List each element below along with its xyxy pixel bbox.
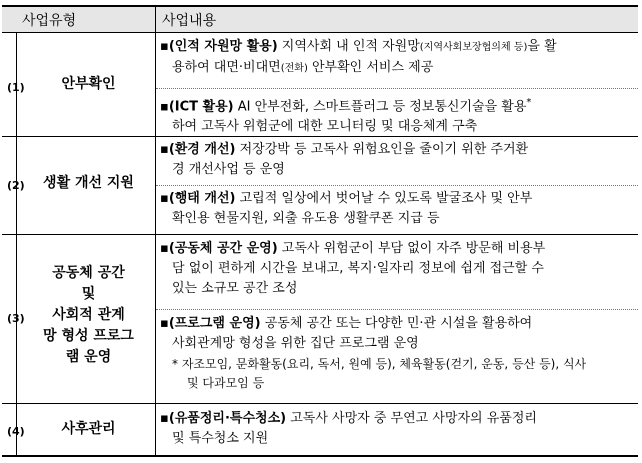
row3-item1 bbox=[160, 239, 630, 299]
row1-item2-l2a: 하여 고독사 위험군에 대한 모니터링 및 대응체계 구축 bbox=[172, 119, 478, 135]
row1-number: (1) bbox=[7, 81, 25, 94]
row3-item2 bbox=[160, 314, 630, 354]
row1-item1-key: (인적 자원망 활용) bbox=[168, 39, 278, 54]
row3-note-line1: * 자조모임, 문화활동(요리, 독서, 원예 등), 체육활동(걷기, 운동, 등산 등), 식사 bbox=[172, 357, 587, 371]
content-column-divider bbox=[155, 7, 156, 455]
row1-item1-l1b: 을 활 bbox=[527, 39, 557, 54]
row3-note-line2: 및 다과모임 등 bbox=[187, 376, 265, 390]
row2-item1-key: (환경 개선) bbox=[168, 142, 236, 157]
row3-item1-l2a: 담 없이 편하게 시간을 보내고, 복지·일자리 정보에 쉽게 접근할 수 bbox=[172, 261, 544, 276]
bullet-icon: ▪ bbox=[160, 316, 169, 331]
header-type-label: 사업유형 bbox=[22, 13, 77, 29]
bullet-icon: ▪ bbox=[160, 39, 169, 54]
business-table bbox=[2, 5, 638, 457]
row1-item1-l1-small: (지역사회보장협의체 등) bbox=[419, 42, 528, 53]
row4-item1 bbox=[160, 409, 630, 449]
row2-item2-l1a: 고립적 일상에서 벗어날 수 있도록 발굴조사 및 안부 bbox=[235, 191, 533, 206]
row2-item2 bbox=[160, 189, 630, 229]
row1-type: 안부확인 bbox=[61, 76, 116, 92]
row1-item1-l2b: 안부확인 서비스 제공 bbox=[307, 60, 434, 75]
row3-item1-l3a: 있는 소규모 공간 조성 bbox=[172, 281, 298, 296]
row2-number: (2) bbox=[7, 179, 25, 192]
row1-item2-asterisk: * bbox=[526, 97, 532, 108]
row1-item1-l2a: 용하여 대면·비대면 bbox=[172, 60, 281, 75]
row1-item1-l1a: 지역사회 내 인적 자원망 bbox=[277, 39, 420, 54]
row2-type: 생활 개선 지원 bbox=[43, 175, 134, 191]
bullet-icon: ▪ bbox=[160, 99, 169, 115]
header-divider bbox=[2, 32, 638, 33]
row1-item2 bbox=[160, 93, 630, 137]
row3-divider bbox=[2, 403, 638, 404]
row3-number: (3) bbox=[7, 312, 25, 325]
row4-item1-l2a: 및 특수청소 지원 bbox=[172, 431, 269, 446]
row3-item2-key: (프로그램 운영) bbox=[168, 316, 261, 331]
row3-item2-l2a: 사회관계망 형성을 위한 집단 프로그램 운영 bbox=[172, 336, 419, 351]
header-content-label: 사업내용 bbox=[162, 13, 217, 29]
bullet-icon: ▪ bbox=[160, 191, 169, 206]
row2-item1-l1a: 저장강박 등 고독사 위험요인을 줄이기 위한 주거환 bbox=[235, 142, 529, 157]
row3-item1-key: (공동체 공간 운영) bbox=[168, 241, 278, 256]
row3-type bbox=[22, 263, 155, 368]
row2-item-divider bbox=[156, 185, 638, 186]
bullet-icon: ▪ bbox=[160, 411, 169, 426]
row2-item1 bbox=[160, 140, 630, 180]
row3-type-line2: 및 bbox=[81, 286, 96, 302]
row4-item1-key: (유품정리·특수청소) bbox=[168, 411, 287, 426]
row3-type-line4: 망 형성 프로그 bbox=[43, 328, 134, 344]
row1-item-divider bbox=[156, 88, 638, 89]
row3-item2-l1a: 공동체 공간 또는 다양한 민·관 시설을 활용하여 bbox=[260, 316, 533, 331]
num-column-divider bbox=[16, 33, 17, 455]
row3-type-line1: 공동체 공간 bbox=[52, 265, 125, 281]
bullet-icon: ▪ bbox=[160, 241, 169, 256]
row2-item2-l2a: 확인용 현물지원, 외출 유도용 생활쿠폰 지급 등 bbox=[172, 211, 440, 226]
row2-item2-key: (행태 개선) bbox=[168, 191, 236, 206]
row1-item1-l2-small: (전화) bbox=[280, 63, 308, 74]
row4-item1-l1a: 고독사 사망자 중 무연고 사망자의 유품정리 bbox=[286, 411, 537, 426]
row2-divider bbox=[2, 234, 638, 235]
row4-number: (4) bbox=[7, 425, 25, 438]
row1-item2-l1a: AI 안부전화, 스마트플러그 등 정보통신기술을 활용 bbox=[233, 99, 527, 115]
header-cell-content bbox=[156, 7, 638, 32]
row1-item1 bbox=[160, 37, 630, 79]
row3-item-divider bbox=[156, 309, 638, 310]
bullet-icon: ▪ bbox=[160, 142, 169, 157]
row1-item2-key: (ICT 활용) bbox=[168, 99, 234, 115]
row3-item1-l1a: 고독사 위험군이 부담 없이 자주 방문해 비용부 bbox=[277, 241, 546, 256]
row3-type-line3: 사회적 관계 bbox=[52, 307, 125, 323]
row2-item1-l2a: 경 개선사업 등 운영 bbox=[172, 162, 285, 177]
row3-type-line5: 램 운영 bbox=[65, 349, 112, 365]
row4-type: 사후관리 bbox=[61, 421, 116, 437]
